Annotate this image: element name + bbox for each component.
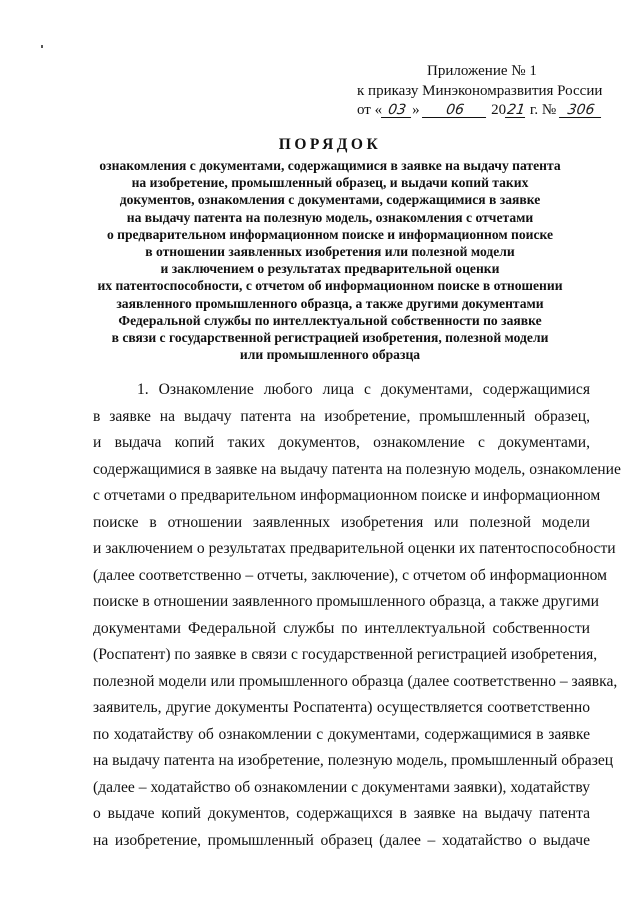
body-line: документами Федеральной службы по интеллектуальной собственности xyxy=(93,619,590,637)
date-month-handwritten: 06 xyxy=(422,103,488,118)
date-quote-close: » xyxy=(412,102,420,118)
body-line: полезной модели или промышленного образца (далее соответственно – заявка, xyxy=(93,672,618,690)
order-number-label: г. № xyxy=(529,102,557,118)
body-line: поиске в отношении заявленных изобретения или полезной модели xyxy=(93,513,590,531)
body-line: с отчетами о предварительном информационном поиске и информационном xyxy=(93,487,601,504)
body-line: в заявке на выдачу патента на изобретение, промышленный образец, xyxy=(93,407,590,425)
date-year-handwritten: 21 xyxy=(506,102,527,118)
subtitle-line: документов, ознакомления с документами, содержащимися в заявке xyxy=(119,192,541,208)
subtitle-line: на изобретение, промышленный образец, и выдачи копий таких xyxy=(131,175,529,191)
body-line: 1. Ознакомление любого лица с документами, содержащимися xyxy=(137,381,590,398)
body-line: (далее соответственно – отчеты, заключение), с отчетом об информационном xyxy=(93,566,608,584)
body-line: по ходатайству об ознакомлении с документами, содержащимися в заявке xyxy=(93,725,590,743)
body-line: (далее – ходатайство об ознакомлении с документами заявки), ходатайству xyxy=(93,778,590,796)
order-number-handwritten: 306 xyxy=(559,103,603,118)
scan-speck xyxy=(41,45,43,48)
body-line: и заключением о результатах предварительной оценки их патентоспособности xyxy=(93,540,616,557)
subtitle-line: о предварительном информационном поиске и информационном поиске xyxy=(106,226,554,242)
body-line: о выдаче копий документов, содержащихся в заявке на выдачу патента xyxy=(93,805,590,822)
subtitle-line: Федеральной службы по интеллектуальной собственности по заявке xyxy=(118,312,542,328)
appendix-date-line xyxy=(357,101,627,121)
appendix-order-ref: к приказу Минэкономразвития России xyxy=(357,82,603,99)
subtitle-line: или промышленного образца xyxy=(239,347,421,363)
document-subtitle xyxy=(40,157,620,363)
appendix-number: Приложение № 1 xyxy=(427,63,537,79)
subtitle-line: и заключением о результатах предварительной оценки xyxy=(160,261,500,277)
subtitle-line: их патентоспособности, с отчетом об информационном поиске в отношении xyxy=(97,278,563,294)
body-line: (Роспатент) по заявке в связи с государственной регистрацией изобретения, xyxy=(93,646,598,663)
date-day-handwritten: 03 xyxy=(381,103,413,118)
subtitle-line: в связи с государственной регистрацией изобретения, полезной модели xyxy=(111,330,549,346)
subtitle-line: в отношении заявленных изобретения или полезной модели xyxy=(145,244,515,260)
appendix-header xyxy=(357,62,627,121)
body-line xyxy=(93,854,590,881)
body-line: на выдачу патента на изобретение, полезную модель, промышленный образец xyxy=(93,752,614,769)
paragraph-1 xyxy=(93,377,621,881)
body-line: заявитель, другие документы Роспатента) осуществляется соответственно xyxy=(93,699,590,716)
subtitle-line: ознакомления с документами, содержащимися в заявке на выдачу патента xyxy=(99,158,561,173)
body-line: и выдача копий таких документов, ознакомление с документами, xyxy=(93,434,590,451)
body-line: на изобретение, промышленный образец (далее – ходатайство о выдаче xyxy=(93,831,590,849)
document-title: ПОРЯДОК xyxy=(278,136,382,153)
date-prefix: от « xyxy=(357,102,383,118)
subtitle-line: заявленного промышленного образца, а также другими документами xyxy=(116,295,544,311)
subtitle-line: на выдачу патента на полезную модель, ознакомления с отчетами xyxy=(126,209,534,225)
body-line: поиске в отношении заявленного промышленного образца, а также другими xyxy=(93,593,599,610)
body-line: содержащимися в заявке на выдачу патента на полезную модель, ознакомление xyxy=(93,460,621,478)
date-year-prefix: 20 xyxy=(491,102,507,118)
